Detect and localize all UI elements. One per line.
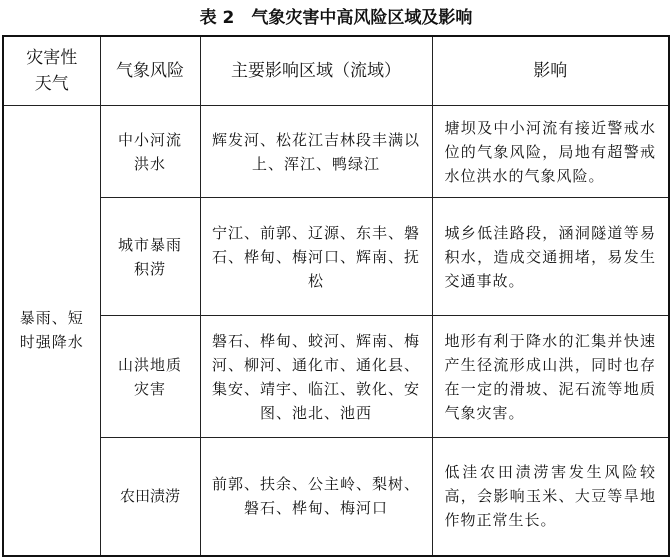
risk-cell	[100, 106, 200, 198]
table-title: 表 2 气象灾害中高风险区域及影响	[199, 8, 473, 28]
hazard-table	[2, 35, 670, 557]
header-area: 主要影响区域（流域）	[200, 36, 432, 106]
header-impact: 影响	[432, 36, 669, 106]
area-cell: 宁江、前郭、辽源、东丰、磐石、桦甸、梅河口、辉南、抚松	[200, 198, 432, 316]
risk-label: 中小河流洪水	[118, 130, 183, 173]
area-cell: 前郭、扶余、公主岭、梨树、磐石、桦甸、梅河口	[200, 438, 432, 556]
table-header-row	[3, 36, 669, 106]
weather-type-cell	[3, 106, 100, 556]
header-weather-label: 灾害性天气	[26, 48, 78, 94]
risk-label: 城市暴雨积涝	[118, 235, 183, 278]
header-risk: 气象风险	[100, 36, 200, 106]
impact-cell: 城乡低洼路段，涵洞隧道等易积水，造成交通拥堵，易发生交通事故。	[432, 198, 669, 316]
risk-cell	[100, 198, 200, 316]
risk-cell: 农田渍涝	[100, 438, 200, 556]
impact-cell: 塘坝及中小河流有接近警戒水位的气象风险，局地有超警戒水位洪水的气象风险。	[432, 106, 669, 198]
table-row	[3, 198, 669, 316]
area-cell: 磐石、桦甸、蛟河、辉南、梅河、柳河、通化市、通化县、集安、靖宇、临江、敦化、安图、池北、池西	[200, 316, 432, 438]
impact-cell: 低洼农田渍涝害发生风险较高，会影响玉米、大豆等旱地作物正常生长。	[432, 438, 669, 556]
table-row	[3, 438, 669, 556]
header-weather	[3, 36, 100, 106]
risk-cell	[100, 316, 200, 438]
table-row	[3, 316, 669, 438]
risk-label: 山洪地质灾害	[118, 355, 183, 398]
table-row	[3, 106, 669, 198]
weather-type: 暴雨、短时强降水	[19, 309, 84, 352]
impact-cell: 地形有利于降水的汇集并快速产生径流形成山洪，同时也存在一定的滑坡、泥石流等地质气象灾害。	[432, 316, 669, 438]
area-cell: 辉发河、松花江吉林段丰满以上、浑江、鸭绿江	[200, 106, 432, 198]
